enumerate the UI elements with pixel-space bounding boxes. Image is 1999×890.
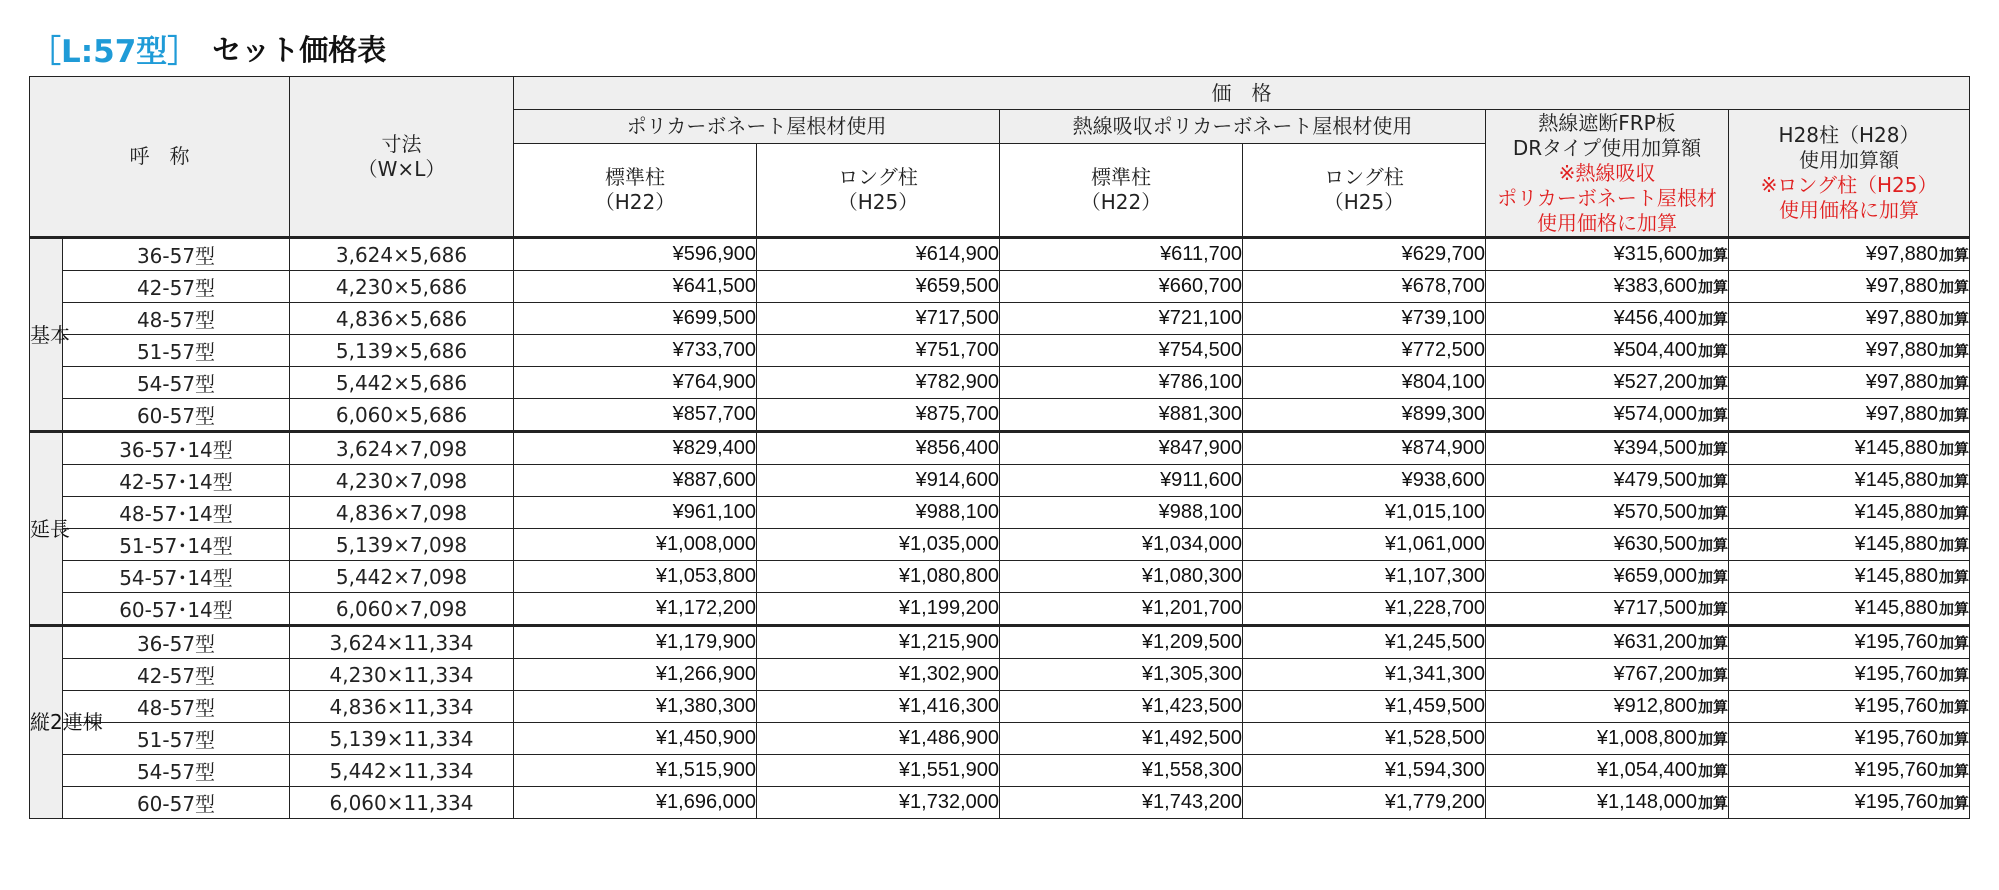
h28-addition-price — [1729, 593, 1970, 626]
name-header: 呼 称 — [30, 77, 290, 238]
addition-suffix: 加算 — [1939, 568, 1970, 586]
heat-standard-price: ¥881,300 — [1000, 399, 1243, 432]
frp-addition-price — [1486, 755, 1729, 787]
addition-suffix: 加算 — [1939, 762, 1970, 780]
dimension-cell: 6,060×7,098 — [290, 593, 514, 626]
frp-header-note: 使用価格に加算 — [1537, 210, 1677, 235]
poly-long-price: ¥659,500 — [757, 271, 1000, 303]
addition-suffix: 加算 — [1939, 342, 1970, 360]
poly-standard-price: ¥1,179,900 — [514, 626, 757, 659]
poly-standard-price: ¥641,500 — [514, 271, 757, 303]
heat-standard-price: ¥786,100 — [1000, 367, 1243, 399]
addition-value: ¥97,880 — [1865, 243, 1939, 265]
heat-standard-post-header — [1000, 144, 1243, 238]
dimension-cell: 6,060×11,334 — [290, 787, 514, 819]
addition-value: ¥97,880 — [1865, 371, 1939, 393]
addition-value: ¥527,200 — [1613, 371, 1697, 393]
addition-value: ¥574,000 — [1613, 403, 1697, 425]
poly-long-price: ¥1,732,000 — [757, 787, 1000, 819]
poly-standard-price: ¥764,900 — [514, 367, 757, 399]
model-name-cell: 48-57型 — [63, 303, 290, 335]
h28-addition-price — [1729, 399, 1970, 432]
model-name-cell: 60-57･14型 — [63, 593, 290, 626]
model-name-cell: 36-57型 — [63, 238, 290, 271]
model-name-cell: 51-57型 — [63, 723, 290, 755]
addition-suffix: 加算 — [1697, 762, 1728, 780]
h28-addition-price — [1729, 755, 1970, 787]
dimension-cell: 3,624×11,334 — [290, 626, 514, 659]
h28-addition-price — [1729, 561, 1970, 593]
addition-value: ¥479,500 — [1613, 469, 1697, 491]
frp-addition-header — [1486, 110, 1729, 238]
column-sublabel: （H25） — [1323, 190, 1405, 214]
addition-suffix: 加算 — [1939, 472, 1970, 490]
table-row — [30, 399, 1970, 432]
addition-suffix: 加算 — [1939, 278, 1970, 296]
addition-value: ¥1,008,800 — [1596, 727, 1697, 749]
frp-addition-price — [1486, 529, 1729, 561]
addition-value: ¥456,400 — [1613, 307, 1697, 329]
poly-long-price: ¥1,302,900 — [757, 659, 1000, 691]
table-row — [30, 432, 1970, 465]
poly-long-price: ¥988,100 — [757, 497, 1000, 529]
page-title — [30, 26, 386, 70]
addition-suffix: 加算 — [1697, 730, 1728, 748]
addition-value: ¥315,600 — [1613, 243, 1697, 265]
poly-long-price: ¥1,199,200 — [757, 593, 1000, 626]
model-name-cell: 48-57･14型 — [63, 497, 290, 529]
table-row — [30, 465, 1970, 497]
frp-addition-price — [1486, 271, 1729, 303]
heat-standard-price: ¥988,100 — [1000, 497, 1243, 529]
addition-value: ¥195,760 — [1854, 727, 1939, 749]
frp-addition-price — [1486, 335, 1729, 367]
heat-long-price: ¥678,700 — [1243, 271, 1486, 303]
addition-value: ¥145,880 — [1854, 469, 1939, 491]
dimension-cell: 3,624×5,686 — [290, 238, 514, 271]
heat-long-price: ¥1,061,000 — [1243, 529, 1486, 561]
table-row — [30, 723, 1970, 755]
heat-standard-price: ¥1,423,500 — [1000, 691, 1243, 723]
column-label: 標準柱 — [605, 165, 665, 189]
table-row — [30, 593, 1970, 626]
addition-suffix: 加算 — [1939, 310, 1970, 328]
h28-addition-price — [1729, 271, 1970, 303]
poly-long-price: ¥875,700 — [757, 399, 1000, 432]
poly-standard-price: ¥699,500 — [514, 303, 757, 335]
addition-value: ¥97,880 — [1865, 275, 1939, 297]
group-label: 基本 — [30, 238, 63, 432]
heat-absorb-polycarbonate-header: 熱線吸収ポリカーボネート屋根材使用 — [1000, 110, 1486, 144]
heat-long-price: ¥1,594,300 — [1243, 755, 1486, 787]
poly-standard-price: ¥1,266,900 — [514, 659, 757, 691]
h28-addition-price — [1729, 465, 1970, 497]
poly-standard-price: ¥596,900 — [514, 238, 757, 271]
frp-addition-price — [1486, 497, 1729, 529]
addition-suffix: 加算 — [1697, 536, 1728, 554]
frp-addition-price — [1486, 626, 1729, 659]
frp-addition-price — [1486, 691, 1729, 723]
poly-long-price: ¥1,215,900 — [757, 626, 1000, 659]
addition-suffix: 加算 — [1697, 600, 1728, 618]
addition-value: ¥195,760 — [1854, 759, 1939, 781]
addition-suffix: 加算 — [1939, 794, 1970, 812]
model-name-cell: 54-57型 — [63, 367, 290, 399]
poly-long-price: ¥914,600 — [757, 465, 1000, 497]
column-sublabel: （H25） — [837, 190, 919, 214]
addition-suffix: 加算 — [1939, 730, 1970, 748]
addition-suffix: 加算 — [1939, 246, 1970, 264]
heat-long-price: ¥739,100 — [1243, 303, 1486, 335]
price-header: 価 格 — [514, 77, 1970, 110]
dimension-cell: 4,836×7,098 — [290, 497, 514, 529]
addition-suffix: 加算 — [1939, 600, 1970, 618]
table-row — [30, 755, 1970, 787]
addition-suffix: 加算 — [1697, 406, 1728, 424]
addition-value: ¥767,200 — [1613, 663, 1697, 685]
frp-addition-price — [1486, 367, 1729, 399]
column-sublabel: （H22） — [594, 190, 676, 214]
group-label: 延長 — [30, 432, 63, 626]
group-label: 縦2連棟 — [30, 626, 63, 819]
poly-standard-price: ¥1,172,200 — [514, 593, 757, 626]
addition-suffix: 加算 — [1939, 440, 1970, 458]
table-row — [30, 787, 1970, 819]
h28-addition-price — [1729, 303, 1970, 335]
price-table — [29, 76, 1970, 819]
table-row — [30, 271, 1970, 303]
addition-value: ¥97,880 — [1865, 307, 1939, 329]
table-row — [30, 238, 1970, 271]
dimension-cell: 5,442×5,686 — [290, 367, 514, 399]
poly-long-price: ¥856,400 — [757, 432, 1000, 465]
table-row — [30, 626, 1970, 659]
addition-suffix: 加算 — [1697, 794, 1728, 812]
heat-standard-price: ¥660,700 — [1000, 271, 1243, 303]
column-label: 標準柱 — [1091, 165, 1151, 189]
h28-addition-price — [1729, 723, 1970, 755]
addition-value: ¥97,880 — [1865, 339, 1939, 361]
h28-addition-price — [1729, 367, 1970, 399]
dimension-cell: 4,230×5,686 — [290, 271, 514, 303]
heat-long-price: ¥772,500 — [1243, 335, 1486, 367]
dimension-cell: 5,442×11,334 — [290, 755, 514, 787]
addition-value: ¥1,148,000 — [1596, 791, 1697, 813]
addition-value: ¥631,200 — [1613, 631, 1697, 653]
heat-long-price: ¥899,300 — [1243, 399, 1486, 432]
h28-addition-header — [1729, 110, 1970, 238]
poly-long-price: ¥1,080,800 — [757, 561, 1000, 593]
addition-value: ¥504,400 — [1613, 339, 1697, 361]
table-row — [30, 529, 1970, 561]
poly-long-post-header — [757, 144, 1000, 238]
h28-addition-price — [1729, 497, 1970, 529]
dimension-cell: 3,624×7,098 — [290, 432, 514, 465]
table-row — [30, 659, 1970, 691]
addition-value: ¥570,500 — [1613, 501, 1697, 523]
poly-standard-price: ¥1,008,000 — [514, 529, 757, 561]
column-sublabel: （H22） — [1080, 190, 1162, 214]
heat-long-price: ¥629,700 — [1243, 238, 1486, 271]
addition-suffix: 加算 — [1697, 440, 1728, 458]
addition-suffix: 加算 — [1697, 342, 1728, 360]
heat-standard-price: ¥754,500 — [1000, 335, 1243, 367]
heat-long-price: ¥1,228,700 — [1243, 593, 1486, 626]
table-row — [30, 367, 1970, 399]
addition-suffix: 加算 — [1697, 246, 1728, 264]
addition-value: ¥145,880 — [1854, 565, 1939, 587]
heat-standard-price: ¥1,034,000 — [1000, 529, 1243, 561]
column-label: ロング柱 — [1324, 165, 1404, 189]
frp-addition-price — [1486, 465, 1729, 497]
frp-addition-price — [1486, 659, 1729, 691]
poly-long-price: ¥751,700 — [757, 335, 1000, 367]
dimension-cell: 5,139×7,098 — [290, 529, 514, 561]
model-name-cell: 60-57型 — [63, 399, 290, 432]
table-title: セット価格表 — [212, 32, 387, 67]
model-name-cell: 54-57型 — [63, 755, 290, 787]
heat-long-price: ¥1,015,100 — [1243, 497, 1486, 529]
heat-long-price: ¥938,600 — [1243, 465, 1486, 497]
heat-standard-price: ¥1,492,500 — [1000, 723, 1243, 755]
model-name-cell: 42-57･14型 — [63, 465, 290, 497]
model-name-cell: 42-57型 — [63, 659, 290, 691]
addition-value: ¥912,800 — [1613, 695, 1697, 717]
dimension-cell: 5,139×11,334 — [290, 723, 514, 755]
model-name-cell: 51-57･14型 — [63, 529, 290, 561]
heat-standard-price: ¥1,080,300 — [1000, 561, 1243, 593]
table-header — [30, 77, 1970, 238]
poly-standard-price: ¥1,696,000 — [514, 787, 757, 819]
addition-suffix: 加算 — [1939, 504, 1970, 522]
addition-value: ¥195,760 — [1854, 695, 1939, 717]
h28-addition-price — [1729, 787, 1970, 819]
dimension-cell: 6,060×5,686 — [290, 399, 514, 432]
heat-standard-price: ¥847,900 — [1000, 432, 1243, 465]
frp-addition-price — [1486, 303, 1729, 335]
addition-value: ¥145,880 — [1854, 533, 1939, 555]
h28-addition-price — [1729, 238, 1970, 271]
heat-standard-price: ¥1,558,300 — [1000, 755, 1243, 787]
model-name-cell: 48-57型 — [63, 691, 290, 723]
heat-long-price: ¥1,528,500 — [1243, 723, 1486, 755]
addition-value: ¥145,880 — [1854, 501, 1939, 523]
dimension-header-line: 寸法 — [381, 131, 422, 156]
frp-addition-price — [1486, 432, 1729, 465]
frp-header-note: ポリカーボネート屋根材 — [1497, 185, 1717, 210]
frp-header-line: 熱線遮断FRP板 — [1538, 110, 1676, 135]
addition-value: ¥630,500 — [1613, 533, 1697, 555]
polycarbonate-header: ポリカーボネート屋根材使用 — [514, 110, 1000, 144]
dimension-cell: 4,836×5,686 — [290, 303, 514, 335]
heat-standard-price: ¥1,201,700 — [1000, 593, 1243, 626]
dimension-cell: 4,230×11,334 — [290, 659, 514, 691]
poly-standard-post-header — [514, 144, 757, 238]
dimension-cell: 4,230×7,098 — [290, 465, 514, 497]
addition-suffix: 加算 — [1939, 666, 1970, 684]
addition-value: ¥717,500 — [1613, 597, 1697, 619]
addition-suffix: 加算 — [1697, 278, 1728, 296]
poly-standard-price: ¥1,450,900 — [514, 723, 757, 755]
h28-header-note: 使用価格に加算 — [1779, 198, 1920, 222]
h28-header-line: 使用加算額 — [1799, 148, 1900, 172]
poly-standard-price: ¥829,400 — [514, 432, 757, 465]
frp-addition-price — [1486, 399, 1729, 432]
heat-long-price: ¥1,107,300 — [1243, 561, 1486, 593]
h28-addition-price — [1729, 691, 1970, 723]
poly-long-price: ¥1,486,900 — [757, 723, 1000, 755]
dimension-header — [290, 77, 514, 238]
table-body — [30, 238, 1970, 819]
table-row — [30, 561, 1970, 593]
addition-value: ¥195,760 — [1854, 631, 1939, 653]
poly-standard-price: ¥887,600 — [514, 465, 757, 497]
dimension-header-unit: （W×L） — [357, 156, 446, 181]
poly-long-price: ¥1,416,300 — [757, 691, 1000, 723]
model-name-cell: 42-57型 — [63, 271, 290, 303]
poly-long-price: ¥782,900 — [757, 367, 1000, 399]
heat-long-price: ¥1,779,200 — [1243, 787, 1486, 819]
addition-value: ¥394,500 — [1613, 437, 1697, 459]
model-name-cell: 54-57･14型 — [63, 561, 290, 593]
model-name-cell: 36-57･14型 — [63, 432, 290, 465]
model-name-cell: 36-57型 — [63, 626, 290, 659]
addition-suffix: 加算 — [1697, 666, 1728, 684]
poly-standard-price: ¥1,380,300 — [514, 691, 757, 723]
heat-long-price: ¥804,100 — [1243, 367, 1486, 399]
frp-addition-price — [1486, 787, 1729, 819]
addition-suffix: 加算 — [1939, 634, 1970, 652]
heat-standard-price: ¥611,700 — [1000, 238, 1243, 271]
addition-suffix: 加算 — [1697, 568, 1728, 586]
model-name-cell: 51-57型 — [63, 335, 290, 367]
addition-suffix: 加算 — [1697, 310, 1728, 328]
poly-long-price: ¥614,900 — [757, 238, 1000, 271]
heat-long-price: ¥1,459,500 — [1243, 691, 1486, 723]
heat-long-post-header — [1243, 144, 1486, 238]
frp-header-note: ※熱線吸収 — [1558, 160, 1656, 185]
addition-suffix: 加算 — [1939, 698, 1970, 716]
frp-addition-price — [1486, 238, 1729, 271]
frp-addition-price — [1486, 593, 1729, 626]
heat-long-price: ¥1,341,300 — [1243, 659, 1486, 691]
addition-value: ¥1,054,400 — [1596, 759, 1697, 781]
addition-value: ¥195,760 — [1854, 791, 1939, 813]
h28-addition-price — [1729, 626, 1970, 659]
frp-addition-price — [1486, 561, 1729, 593]
addition-suffix: 加算 — [1697, 634, 1728, 652]
poly-standard-price: ¥1,515,900 — [514, 755, 757, 787]
addition-suffix: 加算 — [1939, 374, 1970, 392]
model-name-cell: 60-57型 — [63, 787, 290, 819]
addition-suffix: 加算 — [1697, 504, 1728, 522]
poly-standard-price: ¥733,700 — [514, 335, 757, 367]
poly-long-price: ¥1,551,900 — [757, 755, 1000, 787]
addition-value: ¥145,880 — [1854, 437, 1939, 459]
addition-value: ¥97,880 — [1865, 403, 1939, 425]
h28-header-line: H28柱（H28） — [1778, 123, 1920, 147]
h28-addition-price — [1729, 529, 1970, 561]
frp-addition-price — [1486, 723, 1729, 755]
table-row — [30, 691, 1970, 723]
table-row — [30, 303, 1970, 335]
table-row — [30, 497, 1970, 529]
table-row — [30, 335, 1970, 367]
addition-value: ¥659,000 — [1613, 565, 1697, 587]
h28-addition-price — [1729, 335, 1970, 367]
addition-value: ¥195,760 — [1854, 663, 1939, 685]
h28-addition-price — [1729, 432, 1970, 465]
addition-suffix: 加算 — [1697, 374, 1728, 392]
column-label: ロング柱 — [838, 165, 918, 189]
heat-long-price: ¥874,900 — [1243, 432, 1486, 465]
heat-standard-price: ¥1,743,200 — [1000, 787, 1243, 819]
dimension-cell: 5,442×7,098 — [290, 561, 514, 593]
heat-standard-price: ¥721,100 — [1000, 303, 1243, 335]
addition-suffix: 加算 — [1697, 698, 1728, 716]
addition-suffix: 加算 — [1939, 406, 1970, 424]
model-tag: ［L:57型］ — [30, 33, 199, 70]
heat-standard-price: ¥911,600 — [1000, 465, 1243, 497]
poly-standard-price: ¥857,700 — [514, 399, 757, 432]
h28-header-note: ※ロング柱（H25） — [1760, 173, 1938, 197]
frp-header-line: DRタイプ使用加算額 — [1512, 135, 1702, 160]
addition-value: ¥145,880 — [1854, 597, 1939, 619]
dimension-cell: 5,139×5,686 — [290, 335, 514, 367]
heat-standard-price: ¥1,305,300 — [1000, 659, 1243, 691]
addition-suffix: 加算 — [1697, 472, 1728, 490]
poly-standard-price: ¥1,053,800 — [514, 561, 757, 593]
h28-addition-price — [1729, 659, 1970, 691]
poly-long-price: ¥717,500 — [757, 303, 1000, 335]
addition-value: ¥383,600 — [1613, 275, 1697, 297]
poly-standard-price: ¥961,100 — [514, 497, 757, 529]
heat-long-price: ¥1,245,500 — [1243, 626, 1486, 659]
poly-long-price: ¥1,035,000 — [757, 529, 1000, 561]
dimension-cell: 4,836×11,334 — [290, 691, 514, 723]
heat-standard-price: ¥1,209,500 — [1000, 626, 1243, 659]
addition-suffix: 加算 — [1939, 536, 1970, 554]
